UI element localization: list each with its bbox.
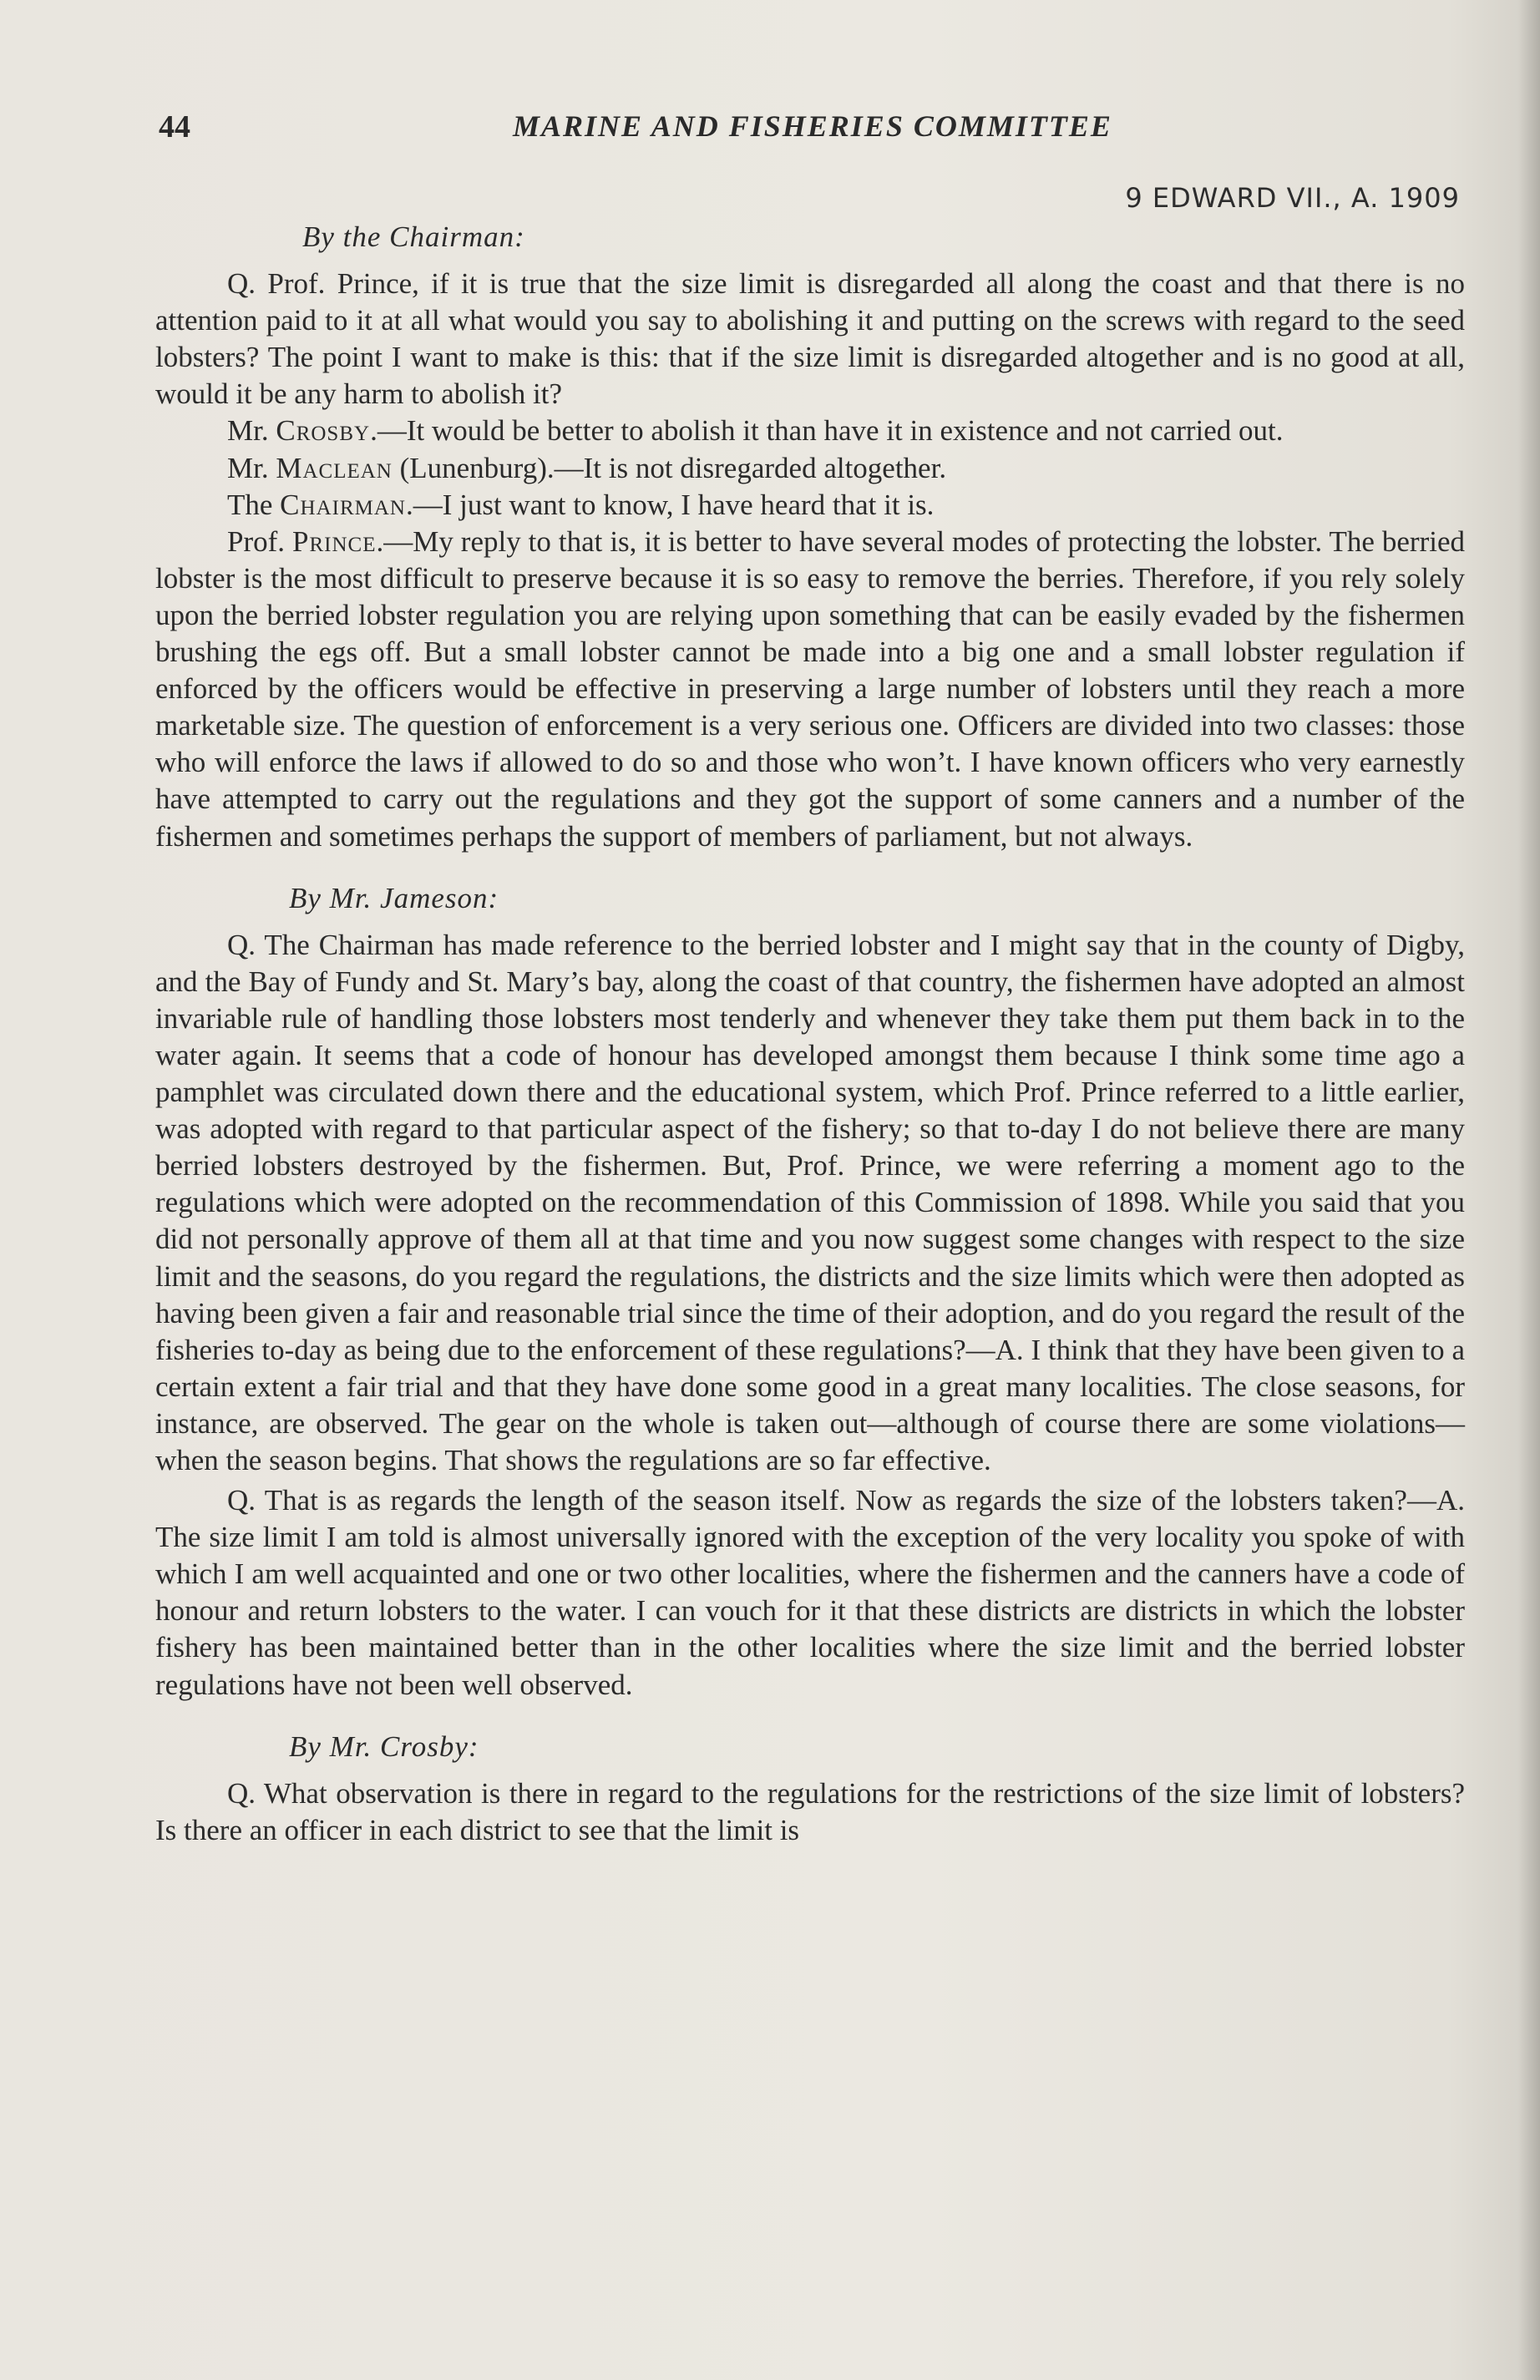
speaker-name: Maclean bbox=[276, 451, 393, 484]
question-paragraph: Q. Prof. Prince, if it is true that the size limit is disregarded all along the coast and that there is no attention paid to it at all what would you say to abolishing it and putting on the screws with regard to the seed lobsters? The point I want to make is this: that if the size limit is disregarded altogether and is no good at all, would it be any harm to abolish it? bbox=[155, 267, 1465, 411]
speaker-prefix: Prof. bbox=[227, 524, 292, 558]
speaker-text: .—It would be better to abolish it than have it in existence and not carried out. bbox=[370, 414, 1284, 448]
speaker-prefix: Mr. bbox=[227, 414, 276, 448]
question-paragraph: Q. What observation is there in regard to the regulations for the restrictions of the size limit of lobsters? Is there an officer in each district to see that the limit is bbox=[155, 1776, 1465, 1846]
speaker-name: Prince bbox=[292, 524, 377, 558]
speaker-name: Chairman bbox=[280, 488, 406, 521]
speaker-text: .—I just want to know, I have heard that it is. bbox=[405, 488, 935, 521]
page-header bbox=[159, 109, 1461, 159]
speaker-text: .—My reply to that is, it is better to have several modes of protecting the lobster. The berried lobster is the most difficult to preserve because it is so easy to remove the berries. Therefore, if you rely solely upon the berried lobster regulation you are relying upon something that can be easily evaded by the fishermen brushing the egs off. But a small lobster cannot be made into a big one and a small lobster regulation if enforced by the officers would be effective in preserving a large number of lobsters until they reach a more marketable size. The question of enforcement is a very serious one. Officers are divided into two classes: those who will enforce the laws if allowed to do so and those who won’t. I have known officers who very earnestly have attempted to carry out the regulations and they got the support of some canners and a number of the fishermen and sometimes perhaps the support of members of parliament, but not always. bbox=[155, 524, 1465, 853]
section-heading-jameson: By Mr. Jameson: bbox=[289, 881, 499, 914]
section-heading-crosby: By Mr. Crosby: bbox=[289, 1729, 479, 1763]
section-heading-chairman: By the Chairman: bbox=[302, 220, 525, 253]
speaker-paragraph-chairman bbox=[155, 487, 1465, 524]
speaker-text: (Lunenburg).—It is not disregarded altogether. bbox=[392, 451, 947, 484]
question-answer-paragraph: Q. The Chairman has made reference to the berried lobster and I might say that in the county of Digby, and the Bay of Fundy and St. Mary’s bay, along the coast of that country, the fishermen have adopted an almost invariable rule of handling those lobsters most tenderly and whenever they take them put them back in to the water again. It seems that a code of honour has developed amongst them because I think some time ago a pamphlet was circulated down there and the educational system, which Prof. Prince referred to a little earlier, was adopted with regard to that particular aspect of the fishery; so that to-day I do not believe there are many berried lobsters destroyed by the fishermen. But, Prof. Prince, we were referring a moment ago to the regulations which were adopted on the recommendation of this Commission of 1898. While you said that you did not personally approve of them all at that time and you now suggest some changes with respect to the size limit and the seasons, do you regard the regulations, the districts and the size limits which were then adopted as having been given a fair and reasonable trial since the time of their adoption, and do you regard the result of the fisheries to-day as being due to the enforcement of these regulations?—A. I think that they have been given to a certain extent a fair trial and that they have done some good in a great many localities. The close seasons, for instance, are observed. The gear on the whole is taken out—although of course there are some violations—when the season begins. That shows the regulations are so far effective. bbox=[155, 928, 1465, 1476]
speaker-name: Crosby bbox=[276, 414, 371, 448]
document-body bbox=[155, 219, 1465, 1849]
regnal-year: 9 EDWARD VII., A. 1909 bbox=[1125, 182, 1460, 214]
page-number: 44 bbox=[159, 109, 190, 144]
page-gutter-shadow bbox=[1518, 0, 1540, 2380]
speaker-paragraph-maclean bbox=[155, 450, 1465, 487]
question-answer-paragraph: Q. That is as regards the length of the season itself. Now as regards the size of the lobsters taken?—A. The size limit I am told is almost universally ignored with the exception of the very locality you spoke of with which I am well acquainted and one or two other localities, where the fishermen and the canners have a code of honour and return lobsters to the water. I can vouch for it that these districts are districts in which the lobster fishery has been maintained better than in the other localities where the size limit and the berried lobster regulations have not been well observed. bbox=[155, 1484, 1465, 1701]
speaker-paragraph-crosby bbox=[155, 413, 1465, 449]
speaker-prefix: Mr. bbox=[227, 451, 276, 484]
speaker-prefix: The bbox=[227, 488, 281, 521]
speaker-paragraph-prince bbox=[155, 524, 1465, 855]
running-title: MARINE AND FISHERIES COMMITTEE bbox=[513, 109, 1112, 143]
